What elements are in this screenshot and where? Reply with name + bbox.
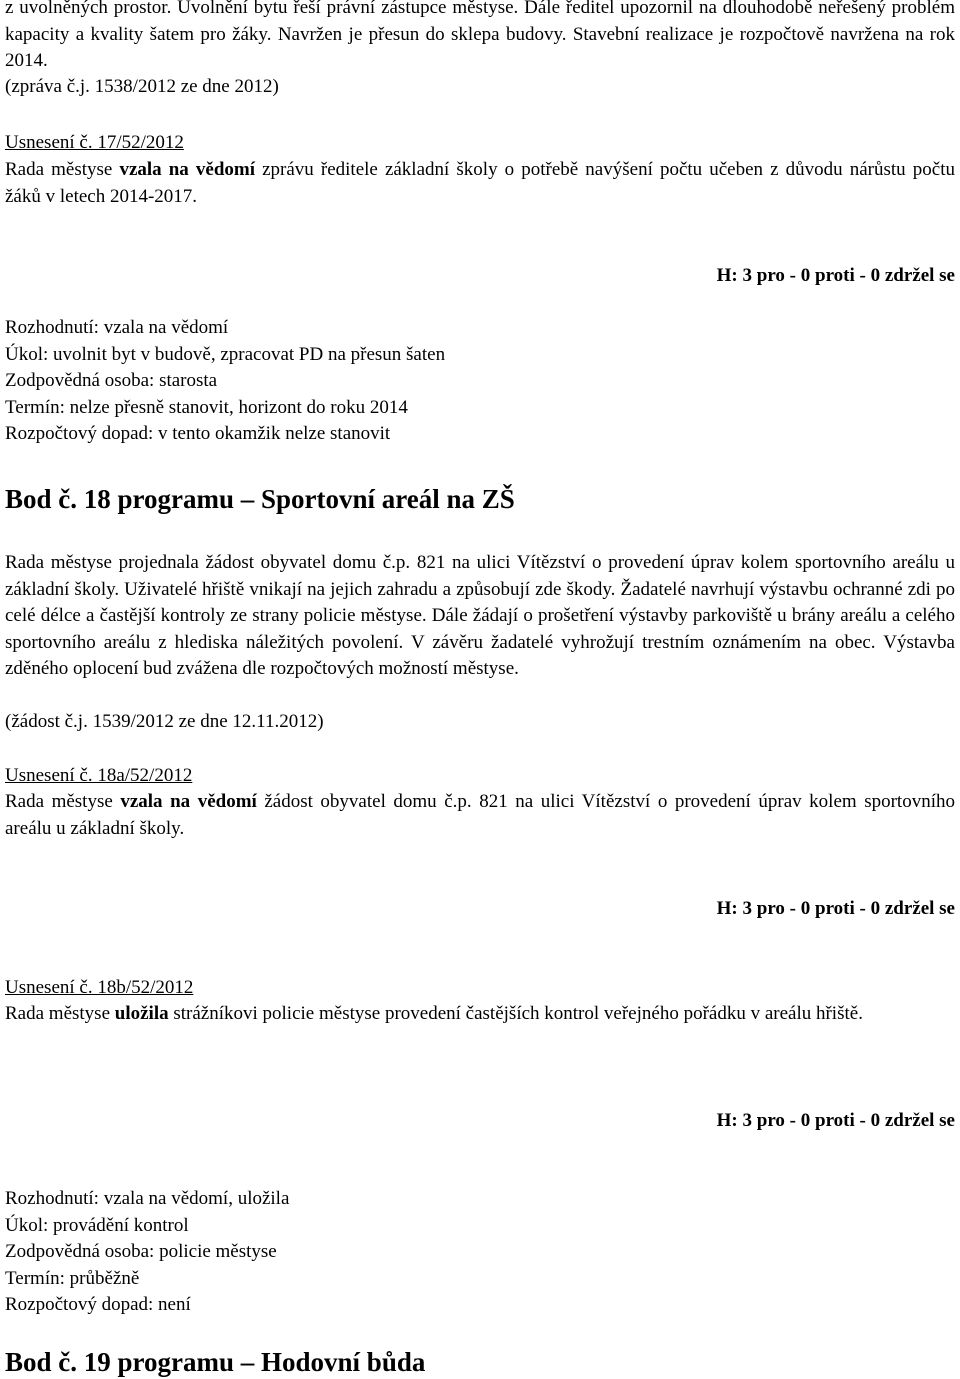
resolution-18a-verb: vzala na vědomí	[120, 791, 257, 812]
resolution-17-title: Usnesení č. 17/52/2012	[5, 132, 184, 153]
resolution-18b-verb: uložila	[114, 1003, 169, 1024]
intro-paragraph: z uvolněných prostor. Uvolnění bytu řeší právní zástupce městyse. Dále ředitel upozornil na dlouhodobě neřešený problém kapacity a kvality šatem pro žáky. Navržen je přesun do sklepa budovy. Stavební realizace je rozpočtově navržena na rok 2014.	[5, 0, 955, 71]
responsible-person-line: Zodpovědná osoba: starosta	[5, 370, 218, 391]
resolution-18b-subject: Rada městyse	[5, 1003, 115, 1024]
deadline-line: Termín: průběžně	[5, 1267, 140, 1289]
resolution-17-vote: H: 3 pro - 0 proti - 0 zdržel se	[716, 265, 955, 286]
item-18-heading: Bod č. 18 programu – Sportovní areál na ZŠ	[5, 484, 515, 514]
item-19-heading: Bod č. 19 programu – Hodovní bůda	[5, 1347, 426, 1377]
resolution-18a-text	[5, 789, 955, 842]
resolution-18a-body: žádost obyvatel domu č.p. 821 na ulici Vítězství o provedení úprav kolem sportovního areálu u základní školy.	[5, 791, 955, 839]
resolution-17-body: zprávu ředitele základní školy o potřebě navýšení počtu učeben z důvodu nárůstu počtu žáků v letech 2014-2017.	[5, 159, 955, 207]
intro-reference: (zpráva č.j. 1538/2012 ze dne 2012)	[5, 76, 279, 97]
resolution-18b-vote: H: 3 pro - 0 proti - 0 zdržel se	[716, 1110, 955, 1131]
responsible-person-line: Zodpovědná osoba: policie městyse	[5, 1241, 277, 1262]
task-line: Úkol: uvolnit byt v budově, zpracovat PD na přesun šaten	[5, 343, 446, 365]
resolution-18a-title: Usnesení č. 18a/52/2012	[5, 765, 193, 786]
item-18-reference: (žádost č.j. 1539/2012 ze dne 12.11.2012)	[5, 711, 324, 732]
resolution-18b-details	[5, 1186, 289, 1319]
resolution-17-verb: vzala na vědomí	[119, 159, 256, 180]
item-18-paragraph: Rada městyse projednala žádost obyvatel domu č.p. 821 na ulici Vítězství o provedení úprav kolem sportovního areálu u základní školy. Uživatelé hřiště vnikají na jejich zahradu a způsobují zde škody. Žadatelé navrhují výstavbu ochranné zdi po celé délce a častější kontroly ze strany policie městyse. Dále žádají o prošetření výstavby parkoviště u brány areálu a celého sportovního areálu z hlediska náležitých povolení. V závěru žadatelé vyhrožují trestním oznámením na obec. Výstavba zděného oplocení bud zvážena dle rozpočtových možností městyse.	[5, 552, 955, 679]
resolution-18a-subject: Rada městyse	[5, 791, 121, 812]
task-line: Úkol: provádění kontrol	[5, 1214, 189, 1236]
deadline-line: Termín: nelze přesně stanovit, horizont do roku 2014	[5, 396, 408, 418]
resolution-17-subject: Rada městyse	[5, 159, 120, 180]
resolution-18a-vote: H: 3 pro - 0 proti - 0 zdržel se	[716, 898, 955, 919]
budget-impact-line: Rozpočtový dopad: v tento okamžik nelze stanovit	[5, 423, 391, 444]
resolution-18b-text	[5, 1001, 955, 1028]
budget-impact-line: Rozpočtový dopad: není	[5, 1294, 191, 1315]
resolution-17-details	[5, 315, 445, 448]
decision-line: Rozhodnutí: vzala na vědomí, uložila	[5, 1188, 290, 1209]
resolution-17-text	[5, 157, 955, 210]
decision-line: Rozhodnutí: vzala na vědomí	[5, 317, 229, 338]
resolution-18b-body: strážníkovi policie městyse provedení častějších kontrol veřejného pořádku v areálu hřiště.	[168, 1003, 863, 1024]
resolution-18b-title: Usnesení č. 18b/52/2012	[5, 977, 194, 998]
